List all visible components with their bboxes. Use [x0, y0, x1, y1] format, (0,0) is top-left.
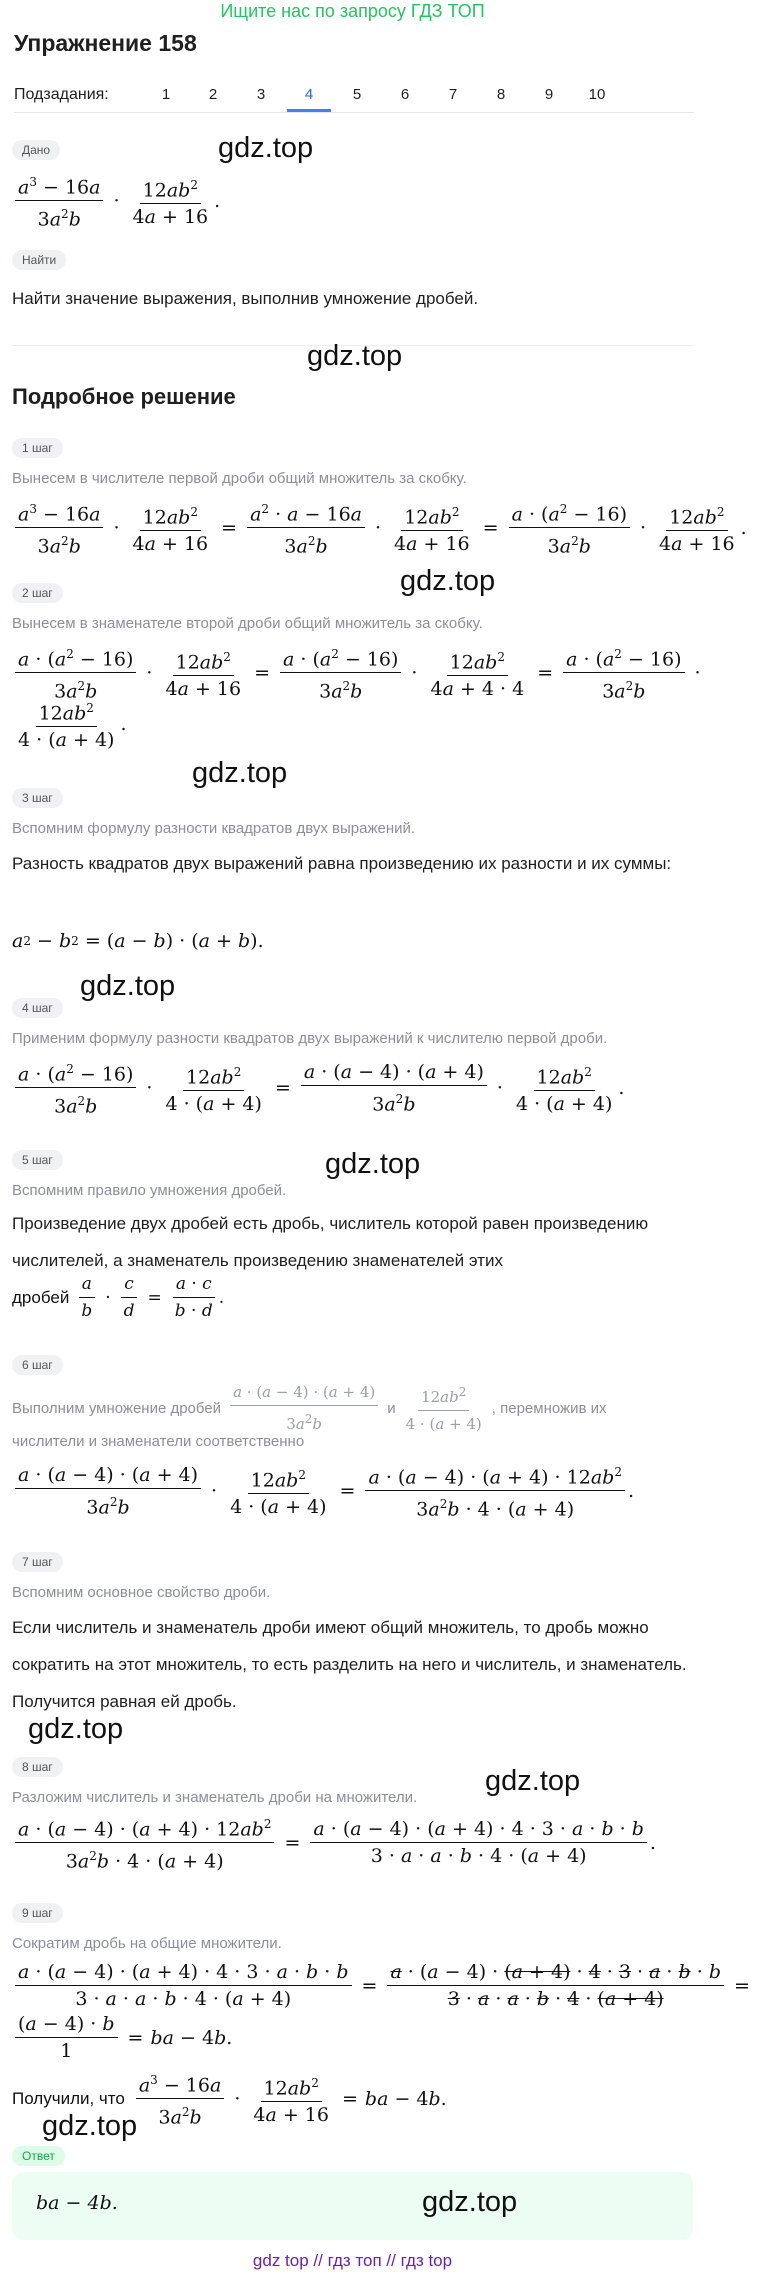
- subtasks-label: Подзадания:: [14, 86, 109, 103]
- step-3-formula: a 2 − b 2 = ( a − b ) · ( a + b ).: [12, 930, 264, 952]
- step-5-desc: Вспомним правило умножения дробей.: [12, 1182, 287, 1199]
- active-tab-indicator: [287, 109, 331, 112]
- step-6-math: a · (a − 4) · (a + 4) $3a^2b$ · $\frac{12ab^2}{4 \cdot (a + 4)}$ = $\frac{a \cdot (a - 4) \cdot (a + 4) \cdot 12ab^2}{3a^2b \cdot 4 \cdot (a + 4)}$ .: [12, 1460, 634, 1522]
- subtasks-nav: [14, 80, 694, 110]
- step-7-badge: 7 шаг: [12, 1552, 63, 1572]
- tab-8[interactable]: 8: [496, 86, 506, 103]
- watermark: gdz.top: [42, 2110, 138, 2142]
- step-4-math: $a \cdot (a^2 - 16)$ $3a^2b$ · $\frac{12ab^2}{4 \cdot (a + 4)}$ = $\frac{a \cdot (a - 4) \cdot (a + 4)}{3a^2b}$ · $12ab^2$ 4 · (a + 4) .: [12, 1057, 624, 1119]
- step-4-badge: 4 шаг: [12, 998, 63, 1018]
- watermark: gdz.top: [218, 132, 314, 164]
- tab-3[interactable]: 3: [256, 86, 266, 103]
- tab-6[interactable]: 6: [400, 86, 410, 103]
- step-6-badge: 6 шаг: [12, 1355, 63, 1375]
- given-badge: Дано: [12, 140, 60, 160]
- tab-7[interactable]: 7: [448, 86, 458, 103]
- watermark: gdz.top: [192, 757, 288, 789]
- step-1-badge: 1 шаг: [12, 438, 63, 458]
- find-text: Найти значение выражения, выполнив умножение дробей.: [12, 289, 479, 308]
- step-5-rule: дробей a b · $\frac{c}{d}$ = $\frac{a \cdot c}{b \cdot d}$ .: [12, 1274, 225, 1321]
- watermark: gdz.top: [485, 1765, 581, 1797]
- watermark: gdz.top: [307, 340, 403, 372]
- tab-9[interactable]: 9: [544, 86, 554, 103]
- result-line: Получили, что $a^3 - 16a$ $3a^2b$ · $\frac{12ab^2}{4a + 16}$ = ba − 4 b .: [12, 2068, 447, 2130]
- step-9-math: $\frac{a \cdot (a - 4) \cdot (a + 4) \cdot 4 \cdot 3 \cdot a \cdot b \cdot b}{3 \cdot a \cdot a \cdot b \cdot 4 \cdot (a + 4)}$ = $\frac{a \cdot (a - 4) \cdot (a + 4) \cdot 4 \cdot 3 \cdot a \cdot b \cdot b}{3 \cdot a \cdot a \cdot b \cdot 4 \cdot (a + 4)}$ =: [12, 1960, 757, 2011]
- step-9-badge: 9 шаг: [12, 1903, 63, 1923]
- watermark: gdz.top: [80, 970, 176, 1002]
- step-9-math-cont: $\frac{(a - 4) \cdot b}{1}$ = ba − 4 b .: [12, 2012, 232, 2063]
- exercise-title: Упражнение 158: [14, 30, 197, 56]
- step-3-desc: Вспомним формулу разности квадратов двух выражений.: [12, 820, 416, 837]
- step-7-text: Если числитель и знаменатель дроби имеют общий множитель, то дробь можно сократить на этот множитель, то есть разделить на него и числитель, и знаменатель. Получится равная ей дробь.: [12, 1618, 687, 1711]
- step-5-badge: 5 шаг: [12, 1150, 63, 1170]
- step-2-desc: Вынесем в знаменателе второй дроби общий множитель за скобку.: [12, 615, 483, 632]
- step-5-text: Произведение двух дробей есть дробь, числитель которой равен произведению числителей, а знаменатель произведению знаменателей этих: [12, 1214, 649, 1270]
- subtasks-rule: [14, 112, 694, 113]
- tab-2[interactable]: 2: [208, 86, 218, 103]
- step-3-text: Разность квадратов двух выражений равна произведению их разности и их суммы:: [12, 854, 672, 873]
- step-6-desc: Выполним умножение дробей a · (a − 4) · (a + 4) $3a^2b$ и $12ab^2$ 4 · (a + 4) , перемножив их: [12, 1380, 606, 1436]
- tab-4[interactable]: 4: [304, 86, 314, 103]
- tab-1[interactable]: 1: [161, 86, 171, 103]
- answer-box: [12, 2172, 693, 2240]
- step-6-desc-cont: числители и знаменатели соответственно: [12, 1433, 305, 1450]
- step-1-math: $a^3 - 16a$ $3a^2b$ · $\frac{12ab^2}{4a + 16}$ = $\frac{a^2 \cdot a - 16a}{3a^2b}$ · $\frac{12ab^2}{4a + 16}$ = $\frac{a \cdot (a^2 - 16)}{3a^2b}$ · $12ab^2$ 4a + 16 .: [12, 497, 747, 559]
- tab-10[interactable]: 10: [588, 86, 606, 103]
- step-2-math: $a \cdot (a^2 - 16)$ $3a^2b$ · $\frac{12ab^2}{4a + 16}$ = $\frac{a \cdot (a^2 - 16)}{3a^2b}$ · $\frac{12ab^2}{4a + 4 \cdot 4}$ = $\frac{a \cdot (a^2 - 16)}{3a^2b}$ ·: [12, 642, 708, 704]
- step-8-math: $\frac{a \cdot (a - 4) \cdot (a + 4) \cdot 12ab^2}{3a^2b \cdot 4 \cdot (a + 4)}$ = $\frac{a \cdot (a - 4) \cdot (a + 4) \cdot 4 \cdot 3 \cdot a \cdot b \cdot b}{3 \cdot a \cdot a \cdot b \cdot 4 \cdot (a + 4)}$ .: [12, 1812, 656, 1874]
- answer-badge: Ответ: [12, 2146, 65, 2166]
- find-badge: Найти: [12, 250, 66, 270]
- step-8-badge: 8 шаг: [12, 1757, 63, 1777]
- tab-5[interactable]: 5: [352, 86, 362, 103]
- step-9-desc: Сократим дробь на общие множители.: [12, 1935, 282, 1952]
- step-7-desc: Вспомним основное свойство дроби.: [12, 1584, 271, 1601]
- given-expression: $a^3 - 16a$ $3a^2b$ · $12ab^2$ 4a + 16 .: [12, 170, 220, 232]
- step-1-desc: Вынесем в числителе первой дроби общий множитель за скобку.: [12, 470, 467, 487]
- watermark: gdz.top: [400, 565, 496, 597]
- solution-heading: Подробное решение: [12, 384, 236, 409]
- watermark: gdz.top: [422, 2186, 518, 2218]
- watermark: gdz.top: [325, 1148, 421, 1180]
- step-2-badge: 2 шаг: [12, 583, 63, 603]
- top-banner[interactable]: Ищите нас по запросу ГДЗ ТОП: [220, 1, 485, 21]
- footer-links[interactable]: gdz top // гдз топ // гдз top: [252, 2251, 453, 2270]
- watermark: gdz.top: [28, 1713, 124, 1745]
- step-3-badge: 3 шаг: [12, 788, 63, 808]
- step-2-math-cont: $12ab^2$ 4 · (a + 4) .: [12, 696, 127, 752]
- step-4-desc: Применим формулу разности квадратов двух выражений к числителю первой дроби.: [12, 1030, 608, 1047]
- step-8-desc: Разложим числитель и знаменатель дроби на множители.: [12, 1789, 418, 1806]
- answer-value: ba − 4b.: [36, 2192, 118, 2214]
